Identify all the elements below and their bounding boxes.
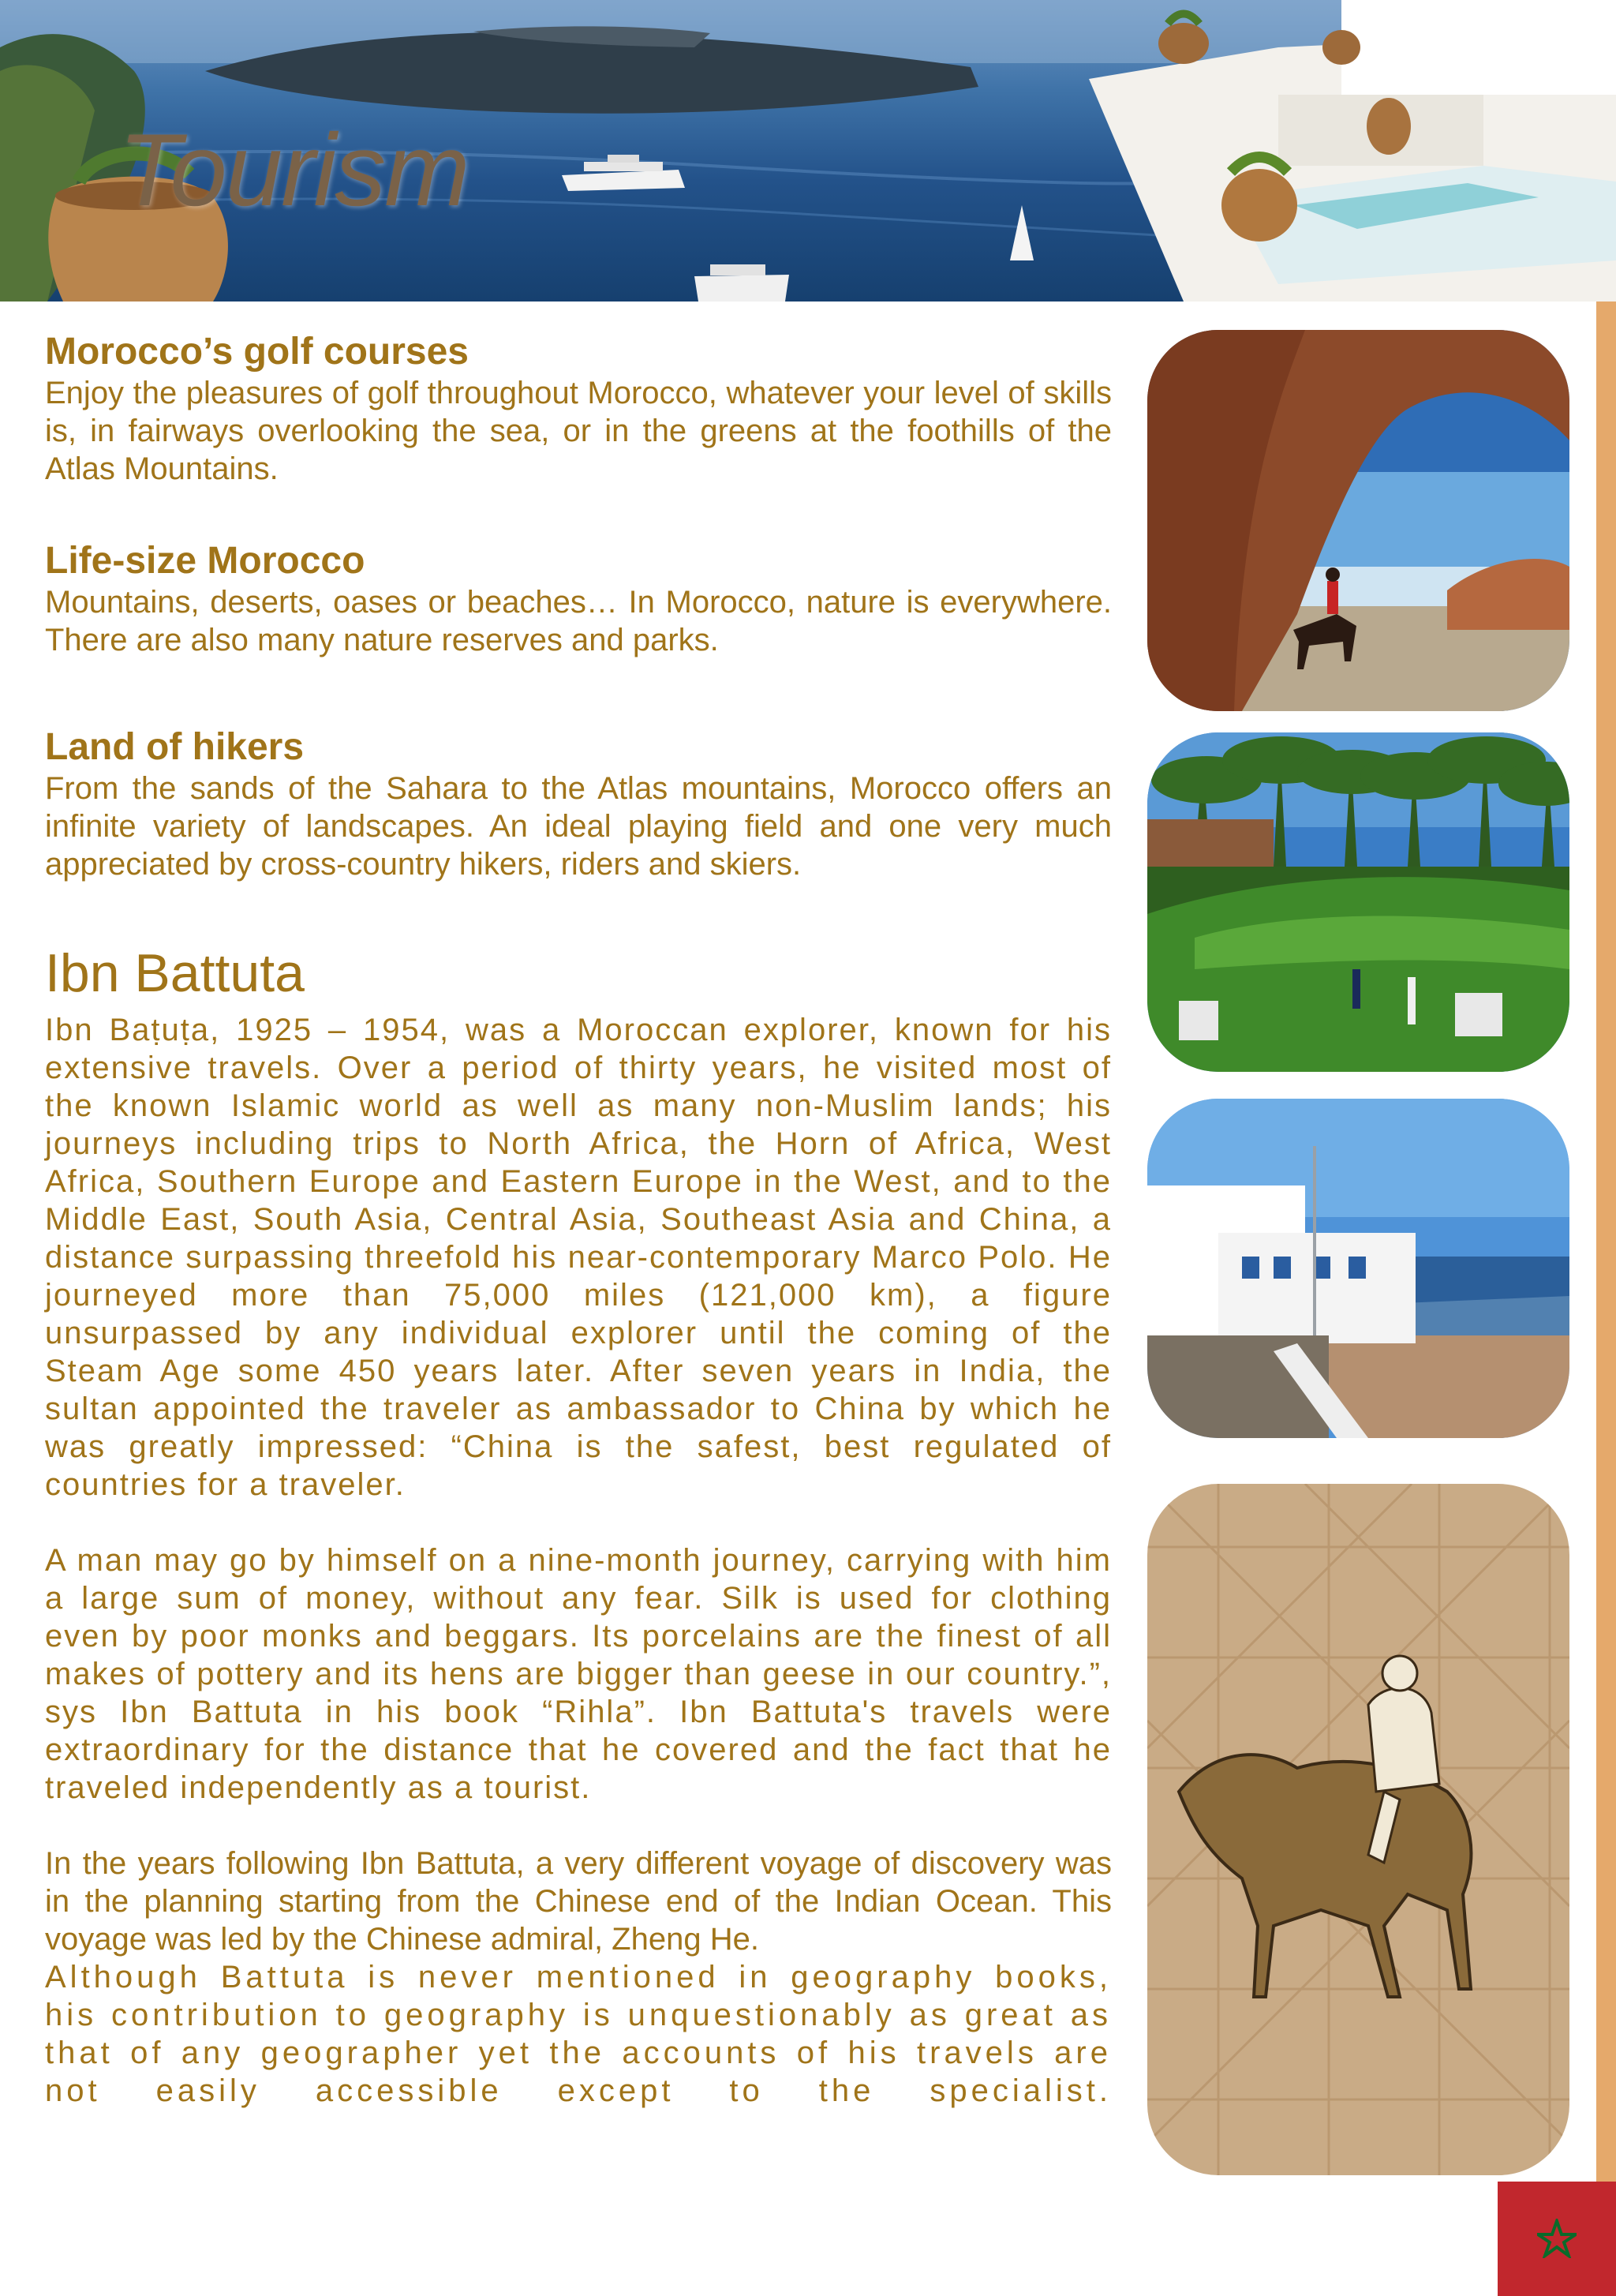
section-heading: Ibn Battuta <box>45 943 305 1003</box>
ibn-paragraph-3b: Although Battuta is never mentioned in geography books, his contribution to geography is unquestionably as great as that of any geographer yet the accounts of his travels are not easily accessible except to the specialist. <box>45 1960 1112 2108</box>
header-banner <box>0 0 1616 302</box>
photo-rock-arch-horse-rider <box>1147 330 1569 711</box>
ibn-paragraph-2: A man may go by himself on a nine-month journey, carrying with him a large sum of money, without any fear. Silk is used for clothing even by poor monks and beggars. Its porcelains are the finest of all makes of pottery and its hens are bigger than geese in our country.”, sys Ibn Battuta in his book “Rihla”. Ibn Battuta's travels were extraordinary for the distance that he covered and the fact that he traveled independently as a tourist. <box>45 1543 1112 1805</box>
photo-golf-course <box>1147 732 1569 1072</box>
section-life-size <box>45 539 1112 659</box>
ibn-paragraph-3a: In the years following Ibn Battuta, a very different voyage of discovery was in the planning starting from the Chinese end of the Indian Ocean. This voyage was led by the Chinese admiral, Zheng He. <box>45 1846 1112 1957</box>
photo-coastal-town <box>1147 1099 1569 1438</box>
illustration-ibn-battuta-rider <box>1147 1484 1569 2175</box>
section-heading: Life-size Morocco <box>45 540 365 582</box>
section-hikers <box>45 725 1112 883</box>
accent-bar <box>1596 302 1616 2182</box>
section-heading: Land of hikers <box>45 726 305 768</box>
section-text: Enjoy the pleasures of golf throughout Morocco, whatever your level of skills is, in fairways overlooking the sea, or in the greens at the foothills of the Atlas Mountains. <box>45 376 1112 486</box>
star-icon <box>1537 2219 1577 2258</box>
section-text: From the sands of the Sahara to the Atlas mountains, Morocco offers an infinite variety of landscapes. An ideal playing field and one very much appreciated by cross-country hikers, riders and skiers. <box>45 771 1112 882</box>
section-golf <box>45 330 1112 488</box>
section-text: Mountains, deserts, oases or beaches… In Morocco, nature is everywhere. There are also many nature reserves and parks. <box>45 585 1112 657</box>
morocco-flag <box>1498 2182 1616 2296</box>
page-title: Tourism <box>118 112 469 227</box>
section-ibn-battuta <box>45 942 1112 2110</box>
section-heading: Morocco’s golf courses <box>45 331 469 373</box>
ibn-paragraph-1: Ibn Baṭuṭa, 1925 – 1954, was a Moroccan explorer, known for his extensive travels. Over a period of thirty years, he visited most of the known Islamic world as well as many non-Muslim lands; his journeys including trips to North Africa, the Horn of Africa, West Africa, Southern Europe and Eastern Europe in the West, and to the Middle East, South Asia, Central Asia, Southeast Asia and China, a distance surpassing threefold his near-contemporary Marco Polo. He journeyed more than 75,000 miles (121,000 km), a figure unsurpassed by any individual explorer until the coming of the Steam Age some 450 years later. After seven years in India, the sultan appointed the traveler as ambassador to China by which he was greatly impressed: “China is the safest, best regulated of countries for a traveler. <box>45 1013 1112 1502</box>
